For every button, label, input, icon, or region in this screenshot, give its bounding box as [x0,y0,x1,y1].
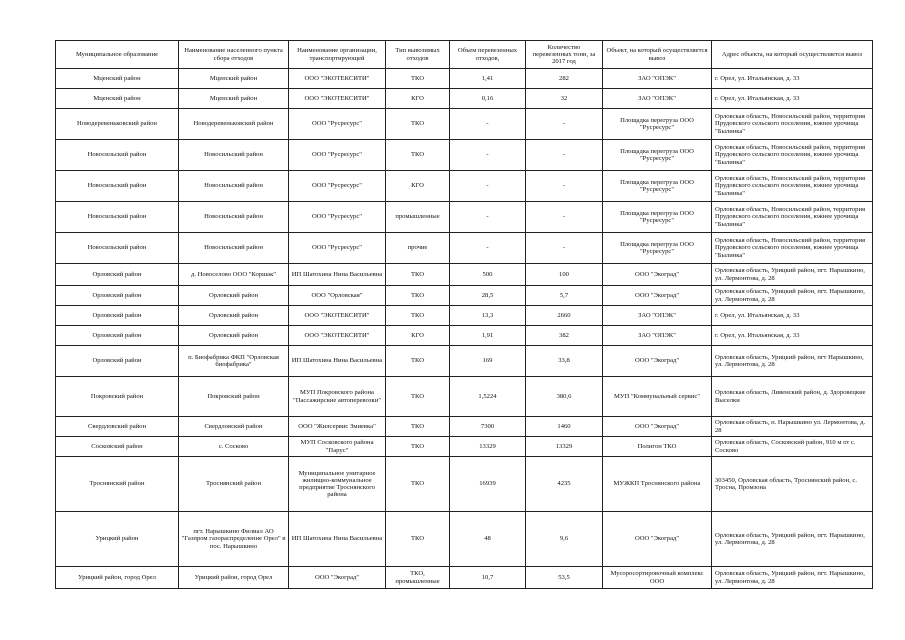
cell-tonnage: - [526,202,603,233]
cell-waste-type: КГО [386,171,450,202]
cell-destination: Площадка перегруза ООО "Русресурс" [603,171,712,202]
cell-locality: пгт. Нарышкино Филиал АО "Газпром газораспределение Орел" в пос. Нарышкино [179,512,289,567]
cell-locality: п. Биофабрика ФКП "Орловская биофабрика" [179,346,289,377]
cell-tonnage: - [526,171,603,202]
cell-municipality: Свердловский район [56,417,179,437]
cell-destination: МУЖКП Троснянского района [603,457,712,512]
cell-municipality: Мценский район [56,89,179,109]
cell-volume: 169 [450,346,526,377]
cell-transporter: ИП Шатохина Нина Васильевна [289,346,386,377]
cell-municipality: Урицкий район, город Орел [56,567,179,589]
cell-waste-type: ТКО [386,377,450,417]
cell-tonnage: 33,8 [526,346,603,377]
cell-locality: Новосильский район [179,202,289,233]
cell-volume: 7300 [450,417,526,437]
table-row [56,140,873,171]
cell-municipality: Новосильский район [56,202,179,233]
cell-municipality: Орловский район [56,306,179,326]
cell-destination-address: Орловская область, Новосильский район, территория Прудовского сельского поселения, южнее урочища "Былинка" [712,171,873,202]
table-row [56,567,873,589]
cell-destination-address: Орловская область, Новосильский район, территория Прудовского сельского поселения, южнее урочища "Былинка" [712,233,873,264]
cell-volume: - [450,109,526,140]
cell-volume: 48 [450,512,526,567]
cell-waste-type: ТКО [386,109,450,140]
cell-locality: Мценский район [179,69,289,89]
cell-transporter: ООО "ЭКОТЕКСИТИ" [289,306,386,326]
cell-destination: МУП "Коммунальный сервис" [603,377,712,417]
waste-transport-table [55,40,873,589]
cell-tonnage: - [526,109,603,140]
cell-tonnage: 380,6 [526,377,603,417]
cell-tonnage: 13329 [526,437,603,457]
cell-destination-address: Орловская область, Новосильский район, территория Прудовского сельского поселения, южнее урочища "Былинка" [712,109,873,140]
cell-transporter: ИП Шатохина Нина Васильевна [289,512,386,567]
cell-waste-type: ТКО [386,264,450,286]
cell-locality: Урицкий район, город Орел [179,567,289,589]
cell-locality: Свердловский район [179,417,289,437]
cell-municipality: Новосильский район [56,233,179,264]
cell-destination-address: г. Орел, ул. Итальянская, д. 33 [712,69,873,89]
cell-volume: - [450,171,526,202]
cell-waste-type: ТКО [386,457,450,512]
cell-waste-type: ТКО [386,417,450,437]
cell-waste-type: ТКО [386,437,450,457]
cell-tonnage: 382 [526,326,603,346]
cell-waste-type: КГО [386,89,450,109]
cell-destination-address: Орловская область, Урицкий район, пгт. Нарышкино, ул. Лермонтова, д. 28 [712,567,873,589]
cell-municipality: Орловский район [56,264,179,286]
cell-tonnage: 282 [526,69,603,89]
cell-municipality: Орловский район [56,286,179,306]
cell-tonnage: - [526,233,603,264]
cell-tonnage: 53,5 [526,567,603,589]
cell-volume: 13,3 [450,306,526,326]
table-row [56,202,873,233]
cell-locality: с. Сосково [179,437,289,457]
cell-volume: - [450,233,526,264]
cell-locality: Новосильский район [179,171,289,202]
cell-municipality: Новосильский район [56,140,179,171]
cell-waste-type: ТКО [386,140,450,171]
cell-destination: Площадка перегруза ООО "Русресурс" [603,140,712,171]
table-row [56,286,873,306]
cell-locality: Новодеревеньковский район [179,109,289,140]
cell-destination: Полигон ТКО [603,437,712,457]
cell-transporter: ООО "Русресурс" [289,233,386,264]
cell-destination: ООО "Экоград" [603,264,712,286]
cell-locality: Новосильский район [179,233,289,264]
cell-transporter: ООО "Орловская" [289,286,386,306]
table-row [56,109,873,140]
table-row [56,326,873,346]
table-row [56,346,873,377]
cell-destination: Площадка перегруза ООО "Русресурс" [603,202,712,233]
cell-municipality: Орловский район [56,346,179,377]
cell-volume: 500 [450,264,526,286]
cell-municipality: Урицкий район [56,512,179,567]
table-row [56,457,873,512]
table-row [56,417,873,437]
cell-destination-address: Орловская область, Ливенский район, д. Здоровецкие Выселки [712,377,873,417]
cell-destination: ООО "Экоград" [603,512,712,567]
cell-destination: ЗАО "ОПЭК" [603,326,712,346]
cell-municipality: Троснянский район [56,457,179,512]
cell-tonnage: 9,6 [526,512,603,567]
cell-municipality: Новосильский район [56,171,179,202]
cell-tonnage: 2660 [526,306,603,326]
header-tonnage: Количество перевезенных тонн, за 2017 год [526,41,603,69]
cell-destination-address: г. Орел, ул. Итальянская, д. 33 [712,326,873,346]
header-transporter: Наименование организации, транспортирующей [289,41,386,69]
cell-transporter: ООО "Русресурс" [289,171,386,202]
document-page [55,40,872,589]
cell-tonnage: 1460 [526,417,603,437]
cell-transporter: ООО "Экоград" [289,567,386,589]
cell-tonnage: - [526,140,603,171]
cell-transporter: ООО "ЭКОТЕКСИТИ" [289,69,386,89]
cell-waste-type: КГО [386,326,450,346]
table-row [56,89,873,109]
cell-destination-address: 303450, Орловская область, Троснянский район, с. Тросна, Промзона [712,457,873,512]
cell-waste-type: ТКО [386,512,450,567]
cell-destination-address: Орловская область, Новосильский район, территория Прудовского сельского поселения, южнее урочища "Былинка" [712,140,873,171]
table-row [56,69,873,89]
cell-volume: 1,91 [450,326,526,346]
cell-volume: 28,5 [450,286,526,306]
cell-destination-address: Орловская область, п. Нарышкино ул. Лермонтова, д. 28 [712,417,873,437]
cell-destination-address: Орловская область, Урицкий район, пгт. Нарышкино, ул. Лермонтова, д. 28 [712,512,873,567]
cell-volume: 13329 [450,437,526,457]
cell-destination-address: Орловская область, Сосковский район, 910 м от с. Сосково [712,437,873,457]
cell-volume: 16939 [450,457,526,512]
cell-transporter: ООО "Русресурс" [289,140,386,171]
cell-destination: ЗАО "ОПЭК" [603,69,712,89]
cell-transporter: ООО "Русресурс" [289,202,386,233]
cell-volume: 1,41 [450,69,526,89]
cell-tonnage: 4235 [526,457,603,512]
cell-destination: Мусоросортировочный комплекс ООО [603,567,712,589]
cell-destination-address: Орловская область, Новосильский район, территория Прудовского сельского поселения, южнее урочища "Былинка" [712,202,873,233]
table-row [56,233,873,264]
cell-transporter: ИП Шатохина Нина Васильевна [289,264,386,286]
cell-volume: 10,7 [450,567,526,589]
cell-waste-type: ТКО [386,346,450,377]
table-header-row [56,41,873,69]
cell-municipality: Новодеревеньковский район [56,109,179,140]
table-row [56,437,873,457]
cell-locality: Орловский район [179,326,289,346]
cell-tonnage: 5,7 [526,286,603,306]
cell-destination: ЗАО "ОПЭК" [603,89,712,109]
cell-locality: Мценский район [179,89,289,109]
cell-volume: - [450,202,526,233]
header-locality: Наименование населенного пункта сбора отходов [179,41,289,69]
cell-transporter: МУП Покровского района "Пассажирские автоперевозки" [289,377,386,417]
table-row [56,306,873,326]
cell-waste-type: ТКО [386,286,450,306]
cell-volume: 0,16 [450,89,526,109]
cell-waste-type: прочие [386,233,450,264]
cell-waste-type: ТКО [386,69,450,89]
cell-locality: д. Новоселово ООО "Коршак" [179,264,289,286]
cell-locality: Орловский район [179,286,289,306]
header-destination-address: Адрес объекта, на который осуществляется вывоз [712,41,873,69]
cell-locality: Покровский район [179,377,289,417]
cell-volume: 1,5224 [450,377,526,417]
cell-transporter: ООО "Жилсервис Змиевка" [289,417,386,437]
cell-municipality: Орловский район [56,326,179,346]
table-row [56,171,873,202]
cell-waste-type: ТКО, промышленные [386,567,450,589]
cell-locality: Новосильский район [179,140,289,171]
cell-destination: ЗАО "ОПЭК" [603,306,712,326]
cell-municipality: Покровский район [56,377,179,417]
cell-transporter: ООО "ЭКОТЕКСИТИ" [289,89,386,109]
cell-municipality: Сосковский район [56,437,179,457]
cell-transporter: ООО "ЭКОТЕКСИТИ" [289,326,386,346]
header-volume: Объем перевезенных отходов, [450,41,526,69]
cell-destination-address: г. Орел, ул. Итальянская, д. 33 [712,89,873,109]
cell-transporter: ООО "Русресурс" [289,109,386,140]
cell-destination: ООО "Экоград" [603,346,712,377]
cell-destination-address: Орловская область, Урицкий район, пгт. Нарышкино, ул. Лермонтова, д. 28 [712,286,873,306]
cell-destination-address: Орловская область, Урицкий район, пгт. Нарышкино, ул. Лермонтова, д. 28 [712,264,873,286]
table-row [56,512,873,567]
cell-tonnage: 32 [526,89,603,109]
cell-transporter: Муниципальное унитарное жилищно-коммунальное предприятие Троснянского района [289,457,386,512]
header-municipality: Муниципальное образование [56,41,179,69]
cell-locality: Орловский район [179,306,289,326]
cell-tonnage: 100 [526,264,603,286]
header-destination: Объект, на который осуществляется вывоз [603,41,712,69]
table-row [56,377,873,417]
cell-destination-address: Орловская область, Урицкий район, пгт Нарышкино, ул. Лермонтова, д. 28 [712,346,873,377]
cell-destination: ООО "Экоград" [603,286,712,306]
cell-transporter: МУП Сосковского района "Парус" [289,437,386,457]
cell-volume: - [450,140,526,171]
cell-destination: ООО "Экоград" [603,417,712,437]
cell-waste-type: промышленные [386,202,450,233]
header-waste-type: Тип вывозимых отходов [386,41,450,69]
cell-destination: Площадка перегруза ООО "Русресурс" [603,109,712,140]
cell-waste-type: ТКО [386,306,450,326]
cell-destination-address: г. Орел, ул. Итальянская, д. 33 [712,306,873,326]
cell-locality: Троснянский район [179,457,289,512]
cell-destination: Площадка перегруза ООО "Русресурс" [603,233,712,264]
table-row [56,264,873,286]
cell-municipality: Мценский район [56,69,179,89]
